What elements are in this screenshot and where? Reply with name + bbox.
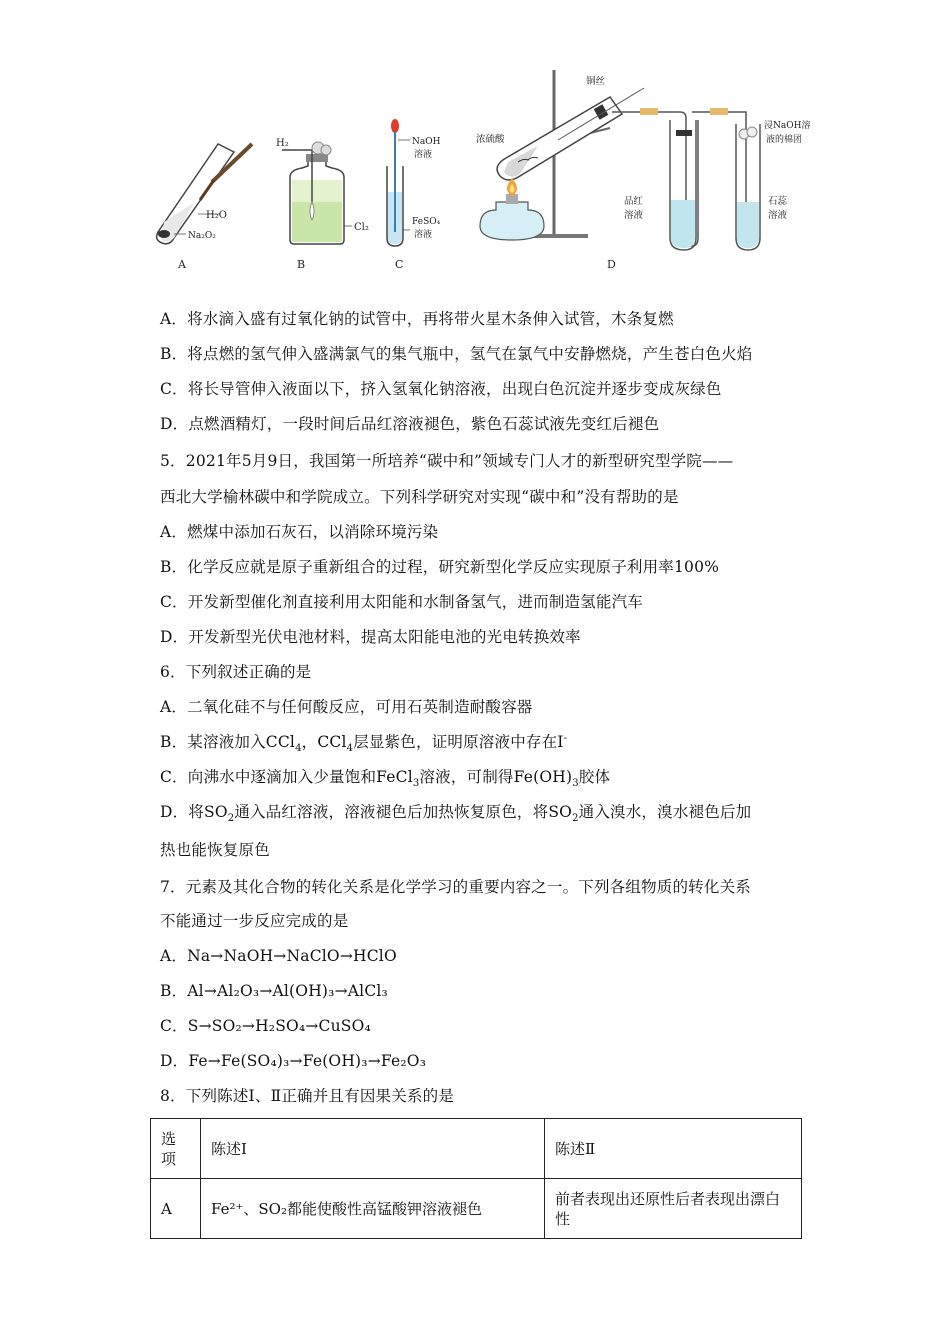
label-cl2: Cl₂ bbox=[354, 222, 369, 233]
apparatus-a bbox=[157, 144, 252, 271]
q6-option-a: A．二氧化硅不与任何酸反应，可用石英制造耐酸容器 bbox=[160, 698, 533, 716]
panel-label-a: A bbox=[178, 258, 186, 271]
row-statement-1: Fe²⁺、SO₂都能使酸性高锰酸钾溶液褪色 bbox=[201, 1179, 545, 1239]
q6-stem: 6．下列叙述正确的是 bbox=[160, 663, 312, 681]
label-pinhong-2: 溶液 bbox=[624, 210, 644, 221]
label-h2: H₂ bbox=[276, 138, 289, 149]
q8-stem: 8．下列陈述Ⅰ、Ⅱ正确并且有因果关系的是 bbox=[160, 1087, 455, 1105]
q4-option-a: A．将水滴入盛有过氧化钠的试管中，再将带火星木条伸入试管，木条复燃 bbox=[160, 310, 674, 328]
label-copper-wire: 铜丝 bbox=[586, 76, 606, 87]
label-feso4-2: 溶液 bbox=[414, 230, 433, 240]
label-feso4-1: FeSO₄ bbox=[412, 217, 441, 227]
label-conc-acid: 浓硫酸 bbox=[476, 134, 505, 145]
q5-stem-line-2: 西北大学榆林碳中和学院成立。下列科学研究对实现“碳中和”没有帮助的是 bbox=[160, 488, 679, 506]
q7-option-b: B．Al→Al₂O₃→Al(OH)₃→AlCl₃ bbox=[160, 982, 388, 1000]
apparatus-c bbox=[387, 119, 441, 271]
q5-stem-line-1: 5．2021年5月9日，我国第一所培养“碳中和”领域专门人才的新型研究型学院—— bbox=[160, 452, 734, 470]
table-row bbox=[151, 1179, 802, 1239]
q4-option-c: C．将长导管伸入液面以下，挤入氢氧化钠溶液，出现白色沉淀并逐步变成灰绿色 bbox=[160, 380, 722, 398]
q5-option-b: B．化学反应就是原子重新组合的过程，研究新型化学反应实现原子利用率100% bbox=[160, 558, 720, 576]
label-cotton-1: 浸NaOH溶 bbox=[764, 121, 811, 131]
label-naoh-2: 溶液 bbox=[414, 150, 433, 160]
q7-option-d: D．Fe→Fe(SO₄)₃→Fe(OH)₃→Fe₂O₃ bbox=[160, 1052, 427, 1070]
header-statement-2: 陈述Ⅱ bbox=[545, 1119, 802, 1179]
q8-table bbox=[150, 1118, 802, 1239]
q5-option-a: A．燃煤中添加石灰石，以消除环境污染 bbox=[160, 523, 439, 541]
q6-option-c: C．向沸水中逐滴加入少量饱和FeCl$_3$溶液，可制得$Fe(OH)_3$胶体 bbox=[160, 768, 611, 790]
panel-label-d: D bbox=[607, 258, 616, 271]
q7-stem-line-1: 7．元素及其化合物的转化关系是化学学习的重要内容之一。下列各组物质的转化关系 bbox=[160, 878, 751, 896]
q5-option-c: C．开发新型催化剂直接利用太阳能和水制备氢气，进而制造氢能汽车 bbox=[160, 593, 644, 611]
q5-option-d: D．开发新型光伏电池材料，提高太阳能电池的光电转换效率 bbox=[160, 628, 581, 646]
q6-option-d-line-1: D．将$SO_2$通入品红溶液，溶液褪色后加热恢复原色，将$SO_2$通入溴水，溴水褪色后加 bbox=[160, 803, 752, 825]
row-option: A bbox=[151, 1179, 201, 1239]
label-h2o: H₂O bbox=[206, 210, 227, 221]
label-naoh-1: NaOH bbox=[412, 137, 441, 147]
label-litmus-1: 石蕊 bbox=[768, 196, 788, 207]
q7-option-a: A．Na→NaOH→NaClO→HClO bbox=[160, 947, 397, 965]
label-na2o2: Na₂O₂ bbox=[188, 231, 216, 241]
header-option: 选项 bbox=[151, 1119, 201, 1179]
header-statement-1: 陈述Ⅰ bbox=[201, 1119, 545, 1179]
q6-option-d-line-2: 热也能恢复原色 bbox=[160, 841, 270, 859]
panel-label-b: B bbox=[297, 258, 306, 271]
apparatus-b bbox=[276, 138, 369, 271]
row-statement-2: 前者表现出还原性后者表现出漂白性 bbox=[545, 1179, 802, 1239]
apparatus-d bbox=[476, 70, 810, 271]
q6-option-b: B．某溶液加入CCl$_4$，CCl$_4$层显紫色，证明原溶液中存在I- bbox=[160, 732, 568, 755]
q7-stem-line-2: 不能通过一步反应完成的是 bbox=[160, 912, 349, 930]
q4-option-b: B．将点燃的氢气伸入盛满氯气的集气瓶中，氢气在氯气中安静燃烧，产生苍白色火焰 bbox=[160, 345, 753, 363]
label-pinhong-1: 品红 bbox=[624, 196, 644, 207]
label-cotton-2: 液的棉团 bbox=[766, 135, 803, 145]
q7-option-c: C．S→SO₂→H₂SO₄→CuSO₄ bbox=[160, 1017, 371, 1035]
label-litmus-2: 溶液 bbox=[768, 210, 788, 221]
q4-option-d: D．点燃酒精灯，一段时间后品红溶液褪色，紫色石蕊试液先变红后褪色 bbox=[160, 415, 660, 433]
panel-label-c: C bbox=[395, 258, 404, 271]
experiment-figure bbox=[140, 62, 820, 277]
table-header-row bbox=[151, 1119, 802, 1179]
